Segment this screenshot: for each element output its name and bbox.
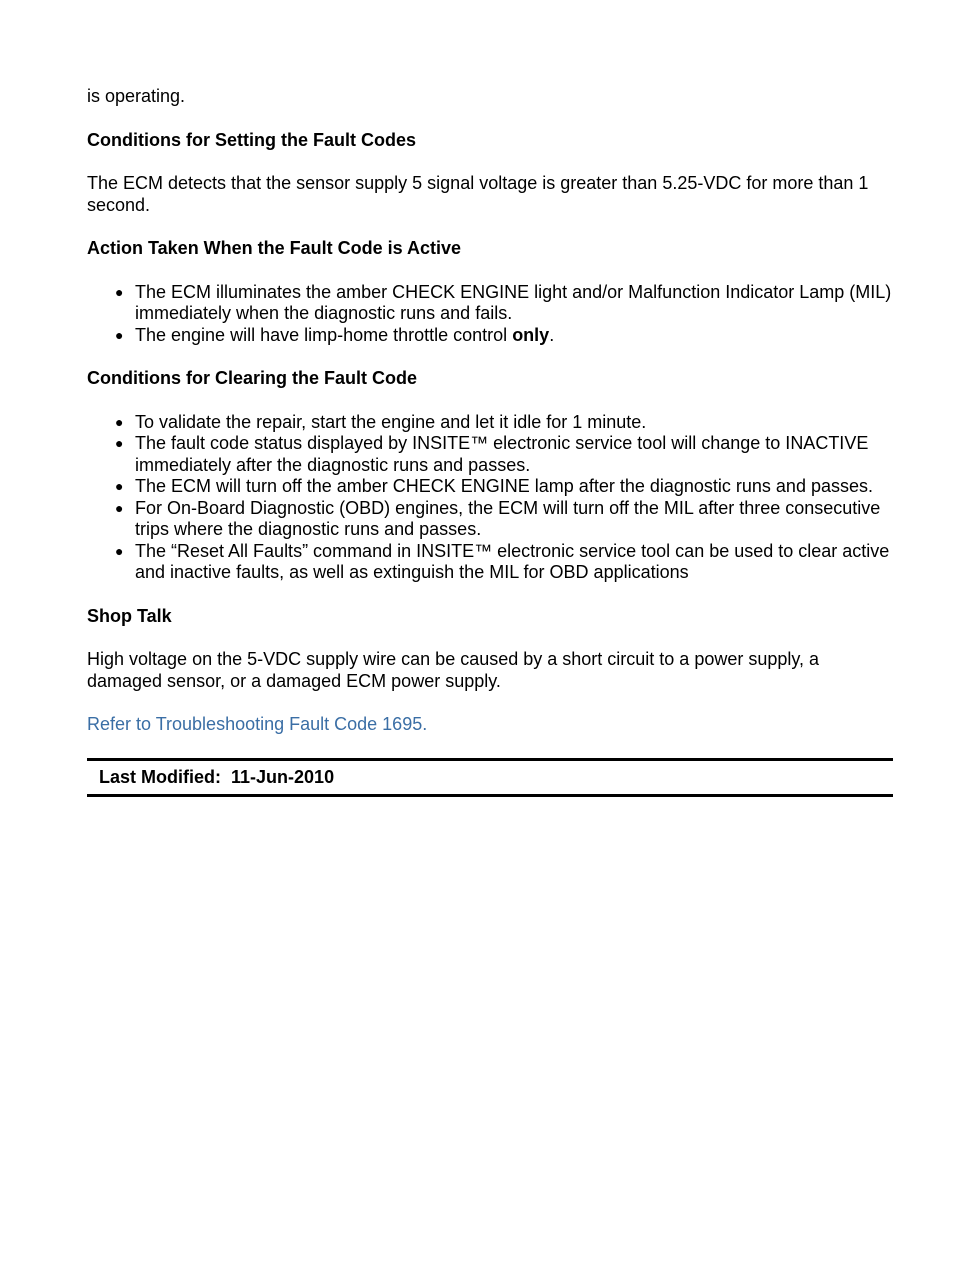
list-item xyxy=(115,411,893,434)
shop-talk-paragraph: High voltage on the 5-VDC supply wire can be caused by a short circuit to a power supply, a damaged sensor, or a damaged ECM power supply. xyxy=(87,649,820,691)
refer-paragraph xyxy=(87,714,893,736)
list-item-text: For On-Board Diagnostic (OBD) engines, the ECM will turn off the MIL after three consecutive trips where the diagnostic runs and passes. xyxy=(135,497,881,539)
bullet-icon: ● xyxy=(115,283,124,300)
list-item-text-pre: The engine will have limp-home throttle control xyxy=(135,324,513,345)
heading-action-taken: Action Taken When the Fault Code is Active xyxy=(87,238,462,258)
bullet-icon: ● xyxy=(115,542,124,559)
list-item xyxy=(115,476,893,498)
heading-clearing-conditions: Conditions for Clearing the Fault Code xyxy=(87,368,417,388)
list-item xyxy=(115,324,893,347)
list-item-text: The fault code status displayed by INSITE™ electronic service tool will change to INACTIVE immediately after the diagnostic runs and passes. xyxy=(135,433,869,475)
document-page xyxy=(87,86,893,797)
last-modified-label: Last Modified: xyxy=(99,766,221,787)
list-item-text: The “Reset All Faults” command in INSITE™ electronic service tool can be used to clear active and inactive faults, as well as extinguish the MIL for OBD applications xyxy=(135,540,890,582)
list-item xyxy=(115,433,893,476)
list-item-text-post: . xyxy=(549,324,555,345)
list-item-text: To validate the repair, start the engine and let it idle for 1 minute. xyxy=(135,411,647,432)
list-item xyxy=(115,281,893,325)
intro-fragment: is operating. xyxy=(87,86,186,106)
heading-setting-conditions: Conditions for Setting the Fault Codes xyxy=(87,129,416,150)
last-modified-date: 11-Jun-2010 xyxy=(231,766,335,787)
list-item xyxy=(115,497,893,541)
bullet-icon: ● xyxy=(115,478,124,494)
bullet-icon: ● xyxy=(115,326,124,343)
clearing-conditions-list xyxy=(87,412,893,584)
troubleshooting-link[interactable]: Refer to Troubleshooting Fault Code 1695. xyxy=(87,714,428,734)
bullet-icon: ● xyxy=(115,435,124,451)
heading-shop-talk: Shop Talk xyxy=(87,605,172,626)
list-item-text: The ECM will turn off the amber CHECK ENGINE lamp after the diagnostic runs and passes. xyxy=(135,476,873,496)
bullet-icon: ● xyxy=(115,499,124,516)
list-item-text: The ECM illuminates the amber CHECK ENGINE light and/or Malfunction Indicator Lamp (MIL) immediately when the diagnostic runs and fails. xyxy=(135,281,892,323)
last-modified-footer xyxy=(87,758,893,797)
list-item xyxy=(115,540,893,584)
bullet-icon: ● xyxy=(115,413,124,430)
list-item-text-emphasis: only xyxy=(512,324,550,345)
action-taken-list xyxy=(87,282,893,347)
setting-conditions-paragraph: The ECM detects that the sensor supply 5 signal voltage is greater than 5.25-VDC for more than 1 second. xyxy=(87,173,869,215)
